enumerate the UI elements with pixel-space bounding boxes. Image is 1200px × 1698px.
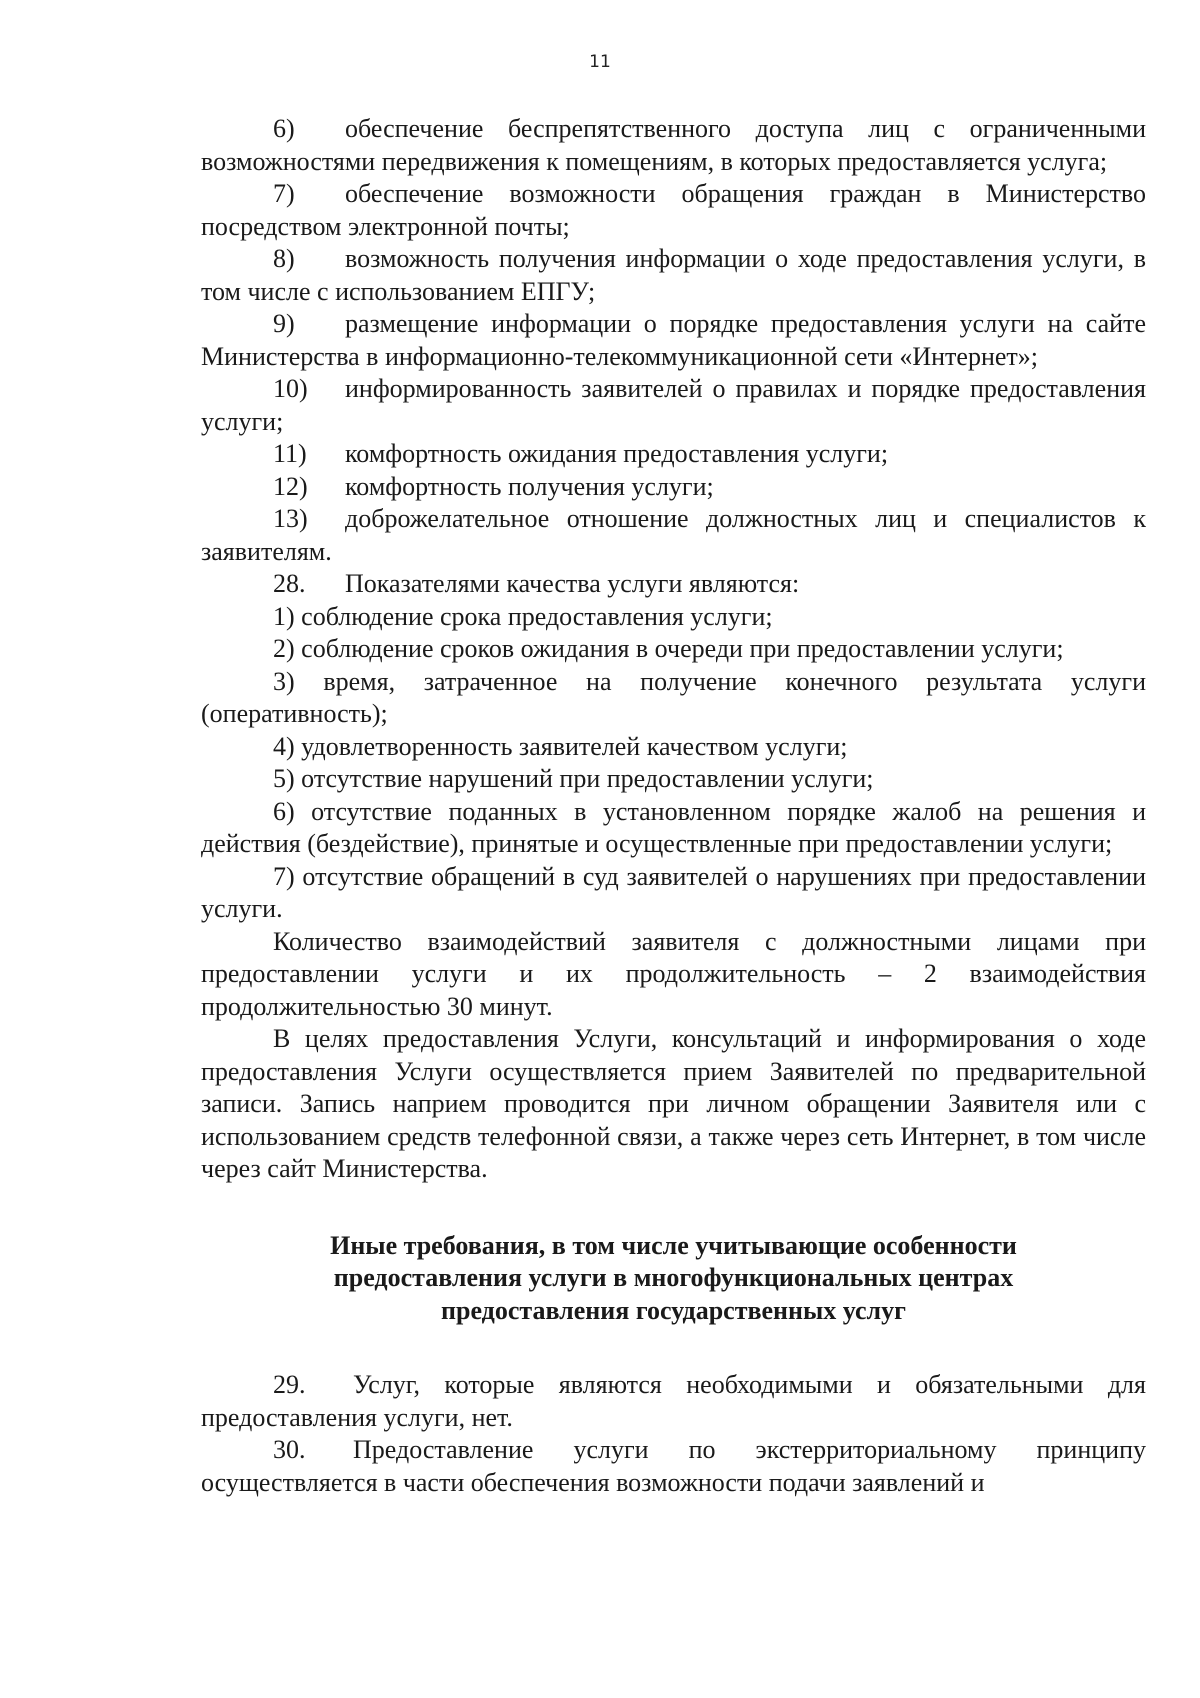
item-text: возможность получения информации о ходе предоставления услуги, в том числе с использованием ЕПГУ; [201, 244, 1146, 306]
item-text: обеспечение беспрепятственного доступа лиц с ограниченными возможностями передвижения к помещениям, в которых предоставляется услуга; [201, 114, 1146, 176]
item-29 [201, 1369, 1146, 1434]
quality-indicators-list [201, 601, 1146, 926]
list-item [201, 438, 1146, 471]
item-number: 29. [273, 1370, 306, 1399]
item-number: 6) [273, 114, 295, 143]
section-heading: Иные требования, в том числе учитывающие особенности предоставления услуги в многофункциональных центрах предоставления государственных услуг [330, 1230, 1017, 1325]
service-criteria-list [201, 113, 1146, 568]
list-item [201, 373, 1146, 438]
item-number: 11) [273, 439, 307, 468]
list-item [201, 471, 1146, 504]
item-number: 7) [273, 179, 295, 208]
item-text: информированность заявителей о правилах и порядке предоставления услуги; [201, 374, 1146, 436]
list-item [201, 178, 1146, 243]
item-number: 30. [273, 1435, 306, 1464]
item-text: обеспечение возможности обращения граждан в Министерство посредством электронной почты; [201, 179, 1146, 241]
item-text: Показателями качества услуги являются: [345, 569, 800, 598]
quality-indicator: 6) отсутствие поданных в установленном порядке жалоб на решения и действия (бездействие), принятые и осуществленные при предоставлении услуги; [201, 796, 1146, 858]
list-item [201, 243, 1146, 308]
quality-indicator: 5) отсутствие нарушений при предоставлении услуги; [273, 764, 874, 793]
item-number: 10) [273, 374, 308, 403]
quality-indicator: 1) соблюдение срока предоставления услуги; [273, 601, 773, 631]
item-number: 9) [273, 309, 295, 338]
item-number: 12) [273, 471, 308, 501]
item-text: Услуг, которые являются необходимыми и обязательными для предоставления услуги, нет. [201, 1370, 1146, 1432]
item-number: 28. [273, 569, 306, 598]
item-text: комфортность получения услуги; [345, 471, 714, 501]
item-text: комфортность ожидания предоставления услуги; [345, 439, 889, 468]
list-item [201, 113, 1146, 178]
item-text: размещение информации о порядке предоставления услуги на сайте Министерства в информационно-телекоммуникационной сети «Интернет»; [201, 309, 1146, 371]
item-number: 13) [273, 504, 308, 533]
interactions-paragraph: Количество взаимодействий заявителя с должностными лицами при предоставлении услуги и их продолжительность – 2 взаимодействия продолжительностью 30 минут. [201, 926, 1146, 1021]
item-28 [201, 568, 1146, 601]
item-text: доброжелательное отношение должностных лиц и специалистов к заявителям. [201, 504, 1146, 566]
page-number: 11 [589, 52, 611, 72]
item-number: 8) [273, 244, 295, 273]
list-item [201, 503, 1146, 568]
quality-indicator: 4) удовлетворенность заявителей качеством услуги; [273, 731, 848, 761]
document-body [201, 113, 1146, 1499]
quality-indicator: 3) время, затраченное на получение конечного результата услуги (оперативность); [201, 666, 1146, 728]
item-text: Предоставление услуги по экстерриториальному принципу осуществляется в части обеспечения возможности подачи заявлений и [201, 1435, 1146, 1497]
appointment-paragraph: В целях предоставления Услуги, консультаций и информирования о ходе предоставления Услуги осуществляется прием Заявителей по предварительной записи. Запись наприем проводится при личном обращении Заявителя или с использованием средств телефонной связи, а также через сеть Интернет, в том числе через сайт Министерства. [201, 1024, 1146, 1183]
quality-indicator: 2) соблюдение сроков ожидания в очереди при предоставлении услуги; [273, 634, 1064, 663]
item-30 [201, 1434, 1146, 1499]
list-item [201, 308, 1146, 373]
quality-indicator: 7) отсутствие обращений в суд заявителей о нарушениях при предоставлении услуги. [201, 861, 1146, 923]
